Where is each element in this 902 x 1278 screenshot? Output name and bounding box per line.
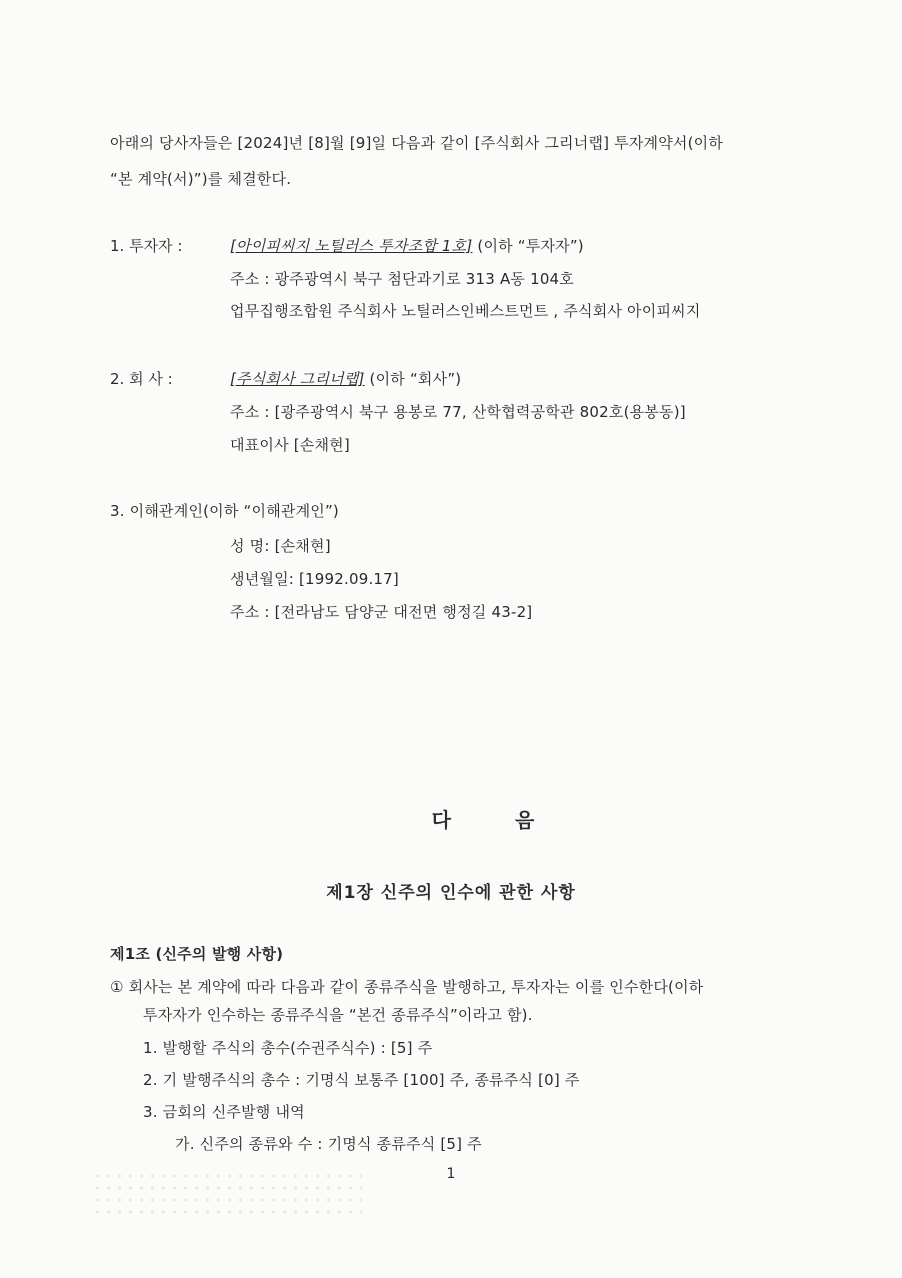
- company-address: 주소 : [광주광역시 북구 용봉로 77, 산학협력공학관 802호(용봉동)]: [230, 403, 686, 421]
- company-line: [230, 368, 461, 389]
- investor-label: 1. 투자자 :: [110, 237, 183, 255]
- investor-name: [아이피씨지 노틸러스 투자조합 1호]: [230, 237, 473, 255]
- sub-list-item: 가. 신주의 종류와 수 : 기명식 종류주식 [5] 주: [175, 1135, 482, 1153]
- scan-artifact: [92, 1170, 362, 1218]
- interested-birth: 생년월일: [1992.09.17]: [230, 570, 399, 588]
- intro-line-1: 아래의 당사자들은 [2024]년 [8]월 [9]일 다음과 같이 [주식회사 그리너랩] 투자계약서(이하: [110, 134, 724, 152]
- company-ceo: 대표이사 [손채현]: [230, 436, 350, 454]
- intro-line-2: “본 계약(서)”)를 체결한다.: [110, 170, 292, 188]
- list-item: 1. 발행할 주식의 총수(수권주식수) : [5] 주: [143, 1039, 433, 1057]
- clause-1-line-2: 투자자가 인수하는 종류주식을 “본건 종류주식”이라고 함).: [143, 1006, 533, 1024]
- section-heading: 다음: [431, 808, 599, 832]
- company-label: 2. 회 사 :: [110, 370, 173, 388]
- investor-managers: 업무집행조합원 주식회사 노틸러스인베스트먼트 , 주식회사 아이피씨지: [230, 302, 701, 320]
- company-name: [주식회사 그리너랩]: [230, 370, 365, 388]
- investor-alias: (이하 “투자자”): [472, 237, 584, 255]
- list-item: 2. 기 발행주식의 총수 : 기명식 보통주 [100] 주, 종류주식 [0] 주: [143, 1071, 580, 1089]
- company-alias: (이하 “회사”): [364, 370, 462, 388]
- interested-label: 3. 이해관계인(이하 “이해관계인”): [110, 502, 339, 520]
- investor-line: [230, 235, 584, 256]
- list-item: 3. 금회의 신주발행 내역: [143, 1103, 305, 1121]
- interested-name: 성 명: [손채현]: [230, 537, 331, 555]
- interested-address: 주소 : [전라남도 담양군 대전면 행정길 43-2]: [230, 603, 533, 621]
- investor-address: 주소 : 광주광역시 북구 첨단과기로 313 A동 104호: [230, 270, 574, 288]
- chapter-title: 제1장 신주의 인수에 관한 사항: [326, 883, 576, 903]
- clause-1-line-1: ① 회사는 본 계약에 따라 다음과 같이 종류주식을 발행하고, 투자자는 이를 인수한다(이하: [110, 978, 704, 996]
- article-1-title: 제1조 (신주의 발행 사항): [110, 945, 284, 963]
- page-number: 1: [446, 1166, 456, 1182]
